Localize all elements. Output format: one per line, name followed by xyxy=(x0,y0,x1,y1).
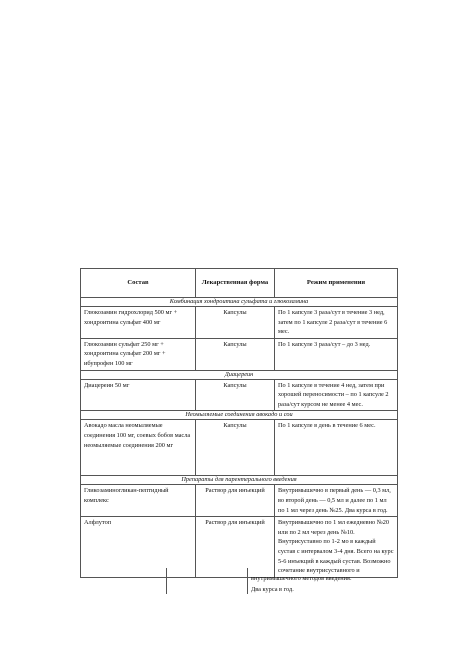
continuation-divider xyxy=(247,568,248,594)
continuation-line: Два курса в год. xyxy=(251,585,294,593)
cell-regimen: Внутримышечно по 1 мл ежедневно №20 или по 2 мл через день №10. Внутрисуставно по 1-2 мо в каждый сустав с интервалом 3-4 дня. Всего на курс 5-6 инъекций в каждый сустав. Возможно сочетание внутрисуставного и xyxy=(275,517,398,578)
cell-form: Раствор для инъекций xyxy=(196,485,275,517)
cell-composition: Глюкозамин гидрохлорид 500 мг + хондроитина сульфат 400 мг xyxy=(81,307,196,339)
table-row xyxy=(81,420,398,476)
table-row xyxy=(81,485,398,517)
cell-form: Капсулы xyxy=(196,379,275,411)
table-row xyxy=(81,307,398,339)
header-dosage-form: Лекарственная форма xyxy=(196,269,275,298)
section-row xyxy=(81,298,398,307)
section-row xyxy=(81,411,398,420)
cell-regimen: По 1 капсуле 3 раза/сут – до 3 нед. xyxy=(275,338,398,370)
cell-form: Капсулы xyxy=(196,420,275,476)
table-row xyxy=(81,338,398,370)
header-regimen: Режим применения xyxy=(275,269,398,298)
cell-form: Раствор для инъекций xyxy=(196,517,275,578)
cell-composition: Диацереин 50 мг xyxy=(81,379,196,411)
regimen-table xyxy=(80,268,398,578)
cell-composition: Авокадо масла неомыляемые соединения 100 мг, соевых бобов масла неомыляемые соединения 200 мг xyxy=(81,420,196,476)
continuation-line: внутримышечного методов введения. xyxy=(251,575,352,582)
section-title: Препараты для парентерального введения xyxy=(81,476,398,485)
regimen-table-container xyxy=(80,268,397,578)
table-row xyxy=(81,379,398,411)
cell-regimen: По 1 капсуле 3 раза/сут в течение 3 нед, затем по 1 капсуле 2 раза/сут в течение 6 мес. xyxy=(275,307,398,339)
cell-regimen: По 1 капсуле в день в течение 6 мес. xyxy=(275,420,398,476)
cell-form: Капсулы xyxy=(196,307,275,339)
cell-regimen: По 1 капсуле в течение 4 нед, затем при хорошей переносимости – по 1 капсуле 2 раза/сут курсом не менее 4 мес. xyxy=(275,379,398,411)
section-title: Неомыляемые соединения авокадо и сои xyxy=(81,411,398,420)
continuation-divider xyxy=(166,568,167,594)
section-title: Комбинация хондроитина сульфата и глюкозамина xyxy=(81,298,398,307)
cell-composition: Глюкозамин сульфат 250 мг + хондроитина сульфат 200 мг + ибупрофен 100 мг xyxy=(81,338,196,370)
section-row xyxy=(81,370,398,379)
table-row xyxy=(81,517,398,578)
cell-composition: Гликозаминогликан-пептидный комплекс xyxy=(81,485,196,517)
cell-regimen: Внутримышечно в первый день — 0,3 мл, во второй день — 0,5 мл и далее по 1 мл по 1 мл через день №25. Два курса в год. xyxy=(275,485,398,517)
regimen-continuation xyxy=(251,574,401,595)
section-title: Диацереин xyxy=(81,370,398,379)
table-header-row xyxy=(81,269,398,298)
header-composition: Состав xyxy=(81,269,196,298)
cell-form: Капсулы xyxy=(196,338,275,370)
section-row xyxy=(81,476,398,485)
cell-composition: Алфлутоп xyxy=(81,517,196,578)
